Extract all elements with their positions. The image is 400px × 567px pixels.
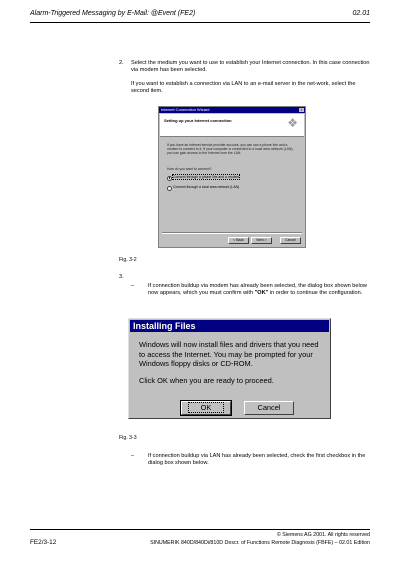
wizard-title: Internet Connection Wizard [159, 107, 305, 113]
footer-rule [30, 529, 370, 530]
wizard-separator [162, 232, 302, 234]
back-button[interactable]: < Back [228, 237, 249, 244]
step3-number: 3. [119, 274, 124, 280]
header-title: Alarm-Triggered Messaging by E-Mail: @Event (FE2) [30, 10, 196, 17]
close-icon[interactable]: × [300, 108, 303, 112]
wizard-intro: If you have an Internet service provider account, you can use a phone line and a modem to connect to it. If your computer is connected to a local area network (LAN), you can gain access to the Internet over the LAN. [167, 143, 294, 156]
cancel-button[interactable]: Cancel [280, 237, 301, 244]
radio-modem[interactable] [167, 176, 172, 181]
wizard-logo-icon: ❖ [287, 116, 298, 130]
installing-files-dialog [128, 318, 331, 419]
install-title: Installing Files [130, 320, 329, 332]
wizard-header-panel [160, 114, 304, 137]
step2-text: Select the medium you want to use to establish your Internet connection. In this case connection via modem has been selected. [131, 60, 370, 73]
install-message-proceed: Click OK when you are ready to proceed. [139, 376, 274, 385]
step2-text2: If you want to establish a connection via LAN to an e-mail server in the net-work, select the second item. [131, 81, 356, 94]
wizard-heading: Setting up your Internet connection [164, 118, 232, 123]
header-rule [30, 22, 370, 23]
install-cancel-button[interactable]: Cancel [244, 401, 294, 415]
step3-text: If connection buildup via modem has already been selected, the dialog box shown below now appears, which you must confirm with "OK" in order to continue the configuration. [148, 283, 367, 296]
option-modem-label[interactable]: Connect through a phone line and a modem [173, 175, 240, 179]
wizard-question: How do you want to connect? [167, 167, 212, 171]
lan-bullet: – [131, 453, 135, 459]
next-button[interactable]: Next > [251, 237, 272, 244]
radio-lan[interactable] [167, 186, 172, 191]
footer-document-title: SINUMERIK 840D/840Di/810D Descr. of Functions Remote Diagnosis (FBFE) – 02.01 Edition [150, 540, 370, 546]
install-message: Windows will now install files and drivers that you need to access the Internet. You may be prompted for your Windows floppy disks or CD-ROM. [139, 340, 319, 369]
connection-wizard-dialog [158, 106, 306, 248]
footer-copyright: © Siemens AG 2001. All rights reserved [276, 532, 370, 538]
option-lan-label[interactable]: Connect through a local area network (LAN) [173, 185, 240, 189]
step2-number: 2. [119, 60, 124, 66]
lan-text: If connection buildup via LAN has already been selected, check the first checkbox in the dialog box shown below. [148, 453, 366, 466]
figure-caption-3-2: Fig. 3-2 [119, 257, 137, 263]
ok-button[interactable]: OK [181, 401, 231, 415]
header-version: 02.01 [352, 10, 370, 17]
figure-caption-3-3: Fig. 3-3 [119, 435, 137, 441]
step3-bullet: – [131, 283, 135, 289]
footer-page-number: FE2/3-12 [30, 539, 57, 546]
